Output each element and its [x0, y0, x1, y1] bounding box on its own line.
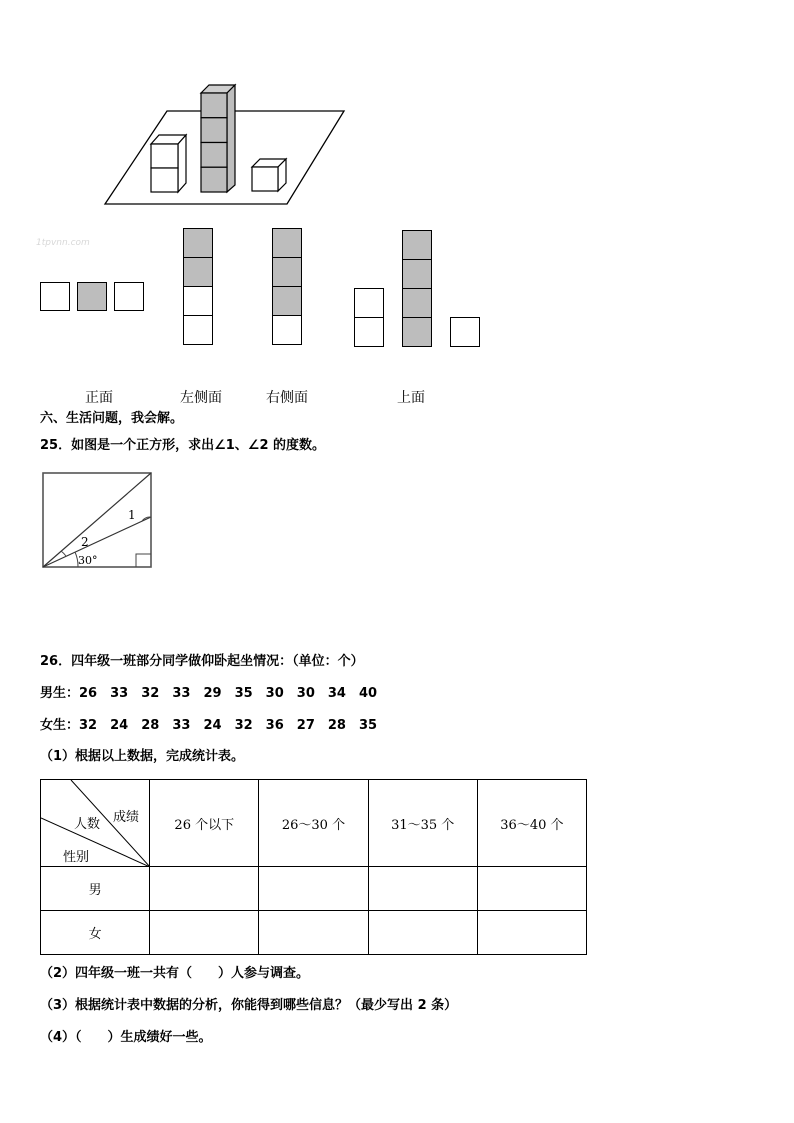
- table-answer-cell[interactable]: [259, 911, 368, 955]
- girls-score: 27: [296, 718, 315, 733]
- right-view-square: [272, 286, 302, 316]
- right-view-square: [272, 257, 302, 287]
- girls-score: 24: [110, 718, 129, 733]
- top-view-square: [354, 288, 384, 318]
- statistics-table: [40, 779, 587, 955]
- boys-score: 26: [79, 686, 98, 701]
- corner-label-count: 人数: [74, 817, 101, 832]
- girls-score: 28: [141, 718, 160, 733]
- table-answer-cell[interactable]: [150, 911, 259, 955]
- table-answer-cell[interactable]: [368, 867, 477, 911]
- question-26-title: 26．四年级一班部分同学做仰卧起坐情况：（单位：个）: [40, 654, 364, 669]
- girls-score: 36: [265, 718, 284, 733]
- view-label-right: 右侧面: [266, 390, 308, 406]
- left-view-square: [183, 257, 213, 287]
- left-view-square: [183, 286, 213, 316]
- front-view-square: [40, 282, 70, 311]
- boys-score: 32: [141, 686, 160, 701]
- front-view-square: [77, 282, 107, 311]
- table-header-cell: 31～35 个: [368, 780, 477, 867]
- girls-score: 35: [359, 718, 378, 733]
- girls-score: 33: [172, 718, 191, 733]
- girls-label: 女生：: [40, 718, 80, 733]
- table-row: [41, 911, 587, 955]
- boys-score: 34: [327, 686, 346, 701]
- left-view-square: [183, 315, 213, 345]
- left-view-square: [183, 228, 213, 258]
- corner-label-score: 成绩: [113, 810, 140, 825]
- boys-data-row: [40, 686, 377, 702]
- table-header-cell: 36～40 个: [477, 780, 586, 867]
- question-25-text: 25．如图是一个正方形，求出∠1、∠2 的度数。: [40, 438, 326, 453]
- boys-label: 男生：: [40, 686, 80, 701]
- boys-score: 30: [265, 686, 284, 701]
- boys-score: 29: [203, 686, 222, 701]
- view-label-front: 正面: [85, 390, 113, 406]
- boys-score: 40: [359, 686, 378, 701]
- sub-question-4: （4）（ ）生成绩好一些。: [40, 1030, 212, 1045]
- corner-label-gender: 性别: [63, 850, 90, 865]
- table-row-label: 女: [41, 911, 150, 955]
- sub-question-3: （3）根据统计表中数据的分析，你能得到哪些信息？（最少写出 2 条）: [40, 998, 458, 1013]
- angle-2-label: 2: [81, 535, 89, 549]
- table-answer-cell[interactable]: [477, 911, 586, 955]
- sub-question-1: （1）根据以上数据，完成统计表。: [40, 749, 245, 764]
- sub-question-2: （2）四年级一班一共有（ ）人参与调查。: [40, 966, 310, 981]
- girls-score: 32: [234, 718, 253, 733]
- table-row-label: 男: [41, 867, 150, 911]
- table-answer-cell[interactable]: [259, 867, 368, 911]
- right-view-square: [272, 315, 302, 345]
- table-header-cell: 26～30 个: [259, 780, 368, 867]
- front-view-square: [114, 282, 144, 311]
- top-view-square: [450, 317, 480, 347]
- top-view-square: [354, 317, 384, 347]
- cube-stack-figure: [100, 82, 350, 208]
- view-label-left: 左侧面: [180, 390, 222, 406]
- table-answer-cell[interactable]: [150, 867, 259, 911]
- top-view-square: [402, 288, 432, 318]
- boys-score: 33: [172, 686, 191, 701]
- top-view-square: [402, 317, 432, 347]
- square-angle-figure: [40, 470, 154, 570]
- boys-score: 35: [234, 686, 253, 701]
- top-view-square: [402, 230, 432, 260]
- angle-1-label: 1: [128, 508, 136, 522]
- table-corner-cell: [41, 780, 150, 867]
- girls-score: 32: [79, 718, 98, 733]
- girls-score: 28: [327, 718, 346, 733]
- girls-data-row: [40, 718, 377, 734]
- boys-score: 33: [110, 686, 129, 701]
- table-header-cell: 26 个以下: [150, 780, 259, 867]
- girls-score: 24: [203, 718, 222, 733]
- table-row: [41, 867, 587, 911]
- boys-score: 30: [296, 686, 315, 701]
- table-answer-cell[interactable]: [477, 867, 586, 911]
- table-answer-cell[interactable]: [368, 911, 477, 955]
- watermark: 1tpvnn.com: [36, 238, 90, 248]
- given-angle-label: 30°: [78, 554, 98, 567]
- section-heading: 六、生活问题，我会解。: [40, 411, 184, 426]
- view-label-top: 上面: [397, 390, 425, 406]
- top-view-square: [402, 259, 432, 289]
- right-view-square: [272, 228, 302, 258]
